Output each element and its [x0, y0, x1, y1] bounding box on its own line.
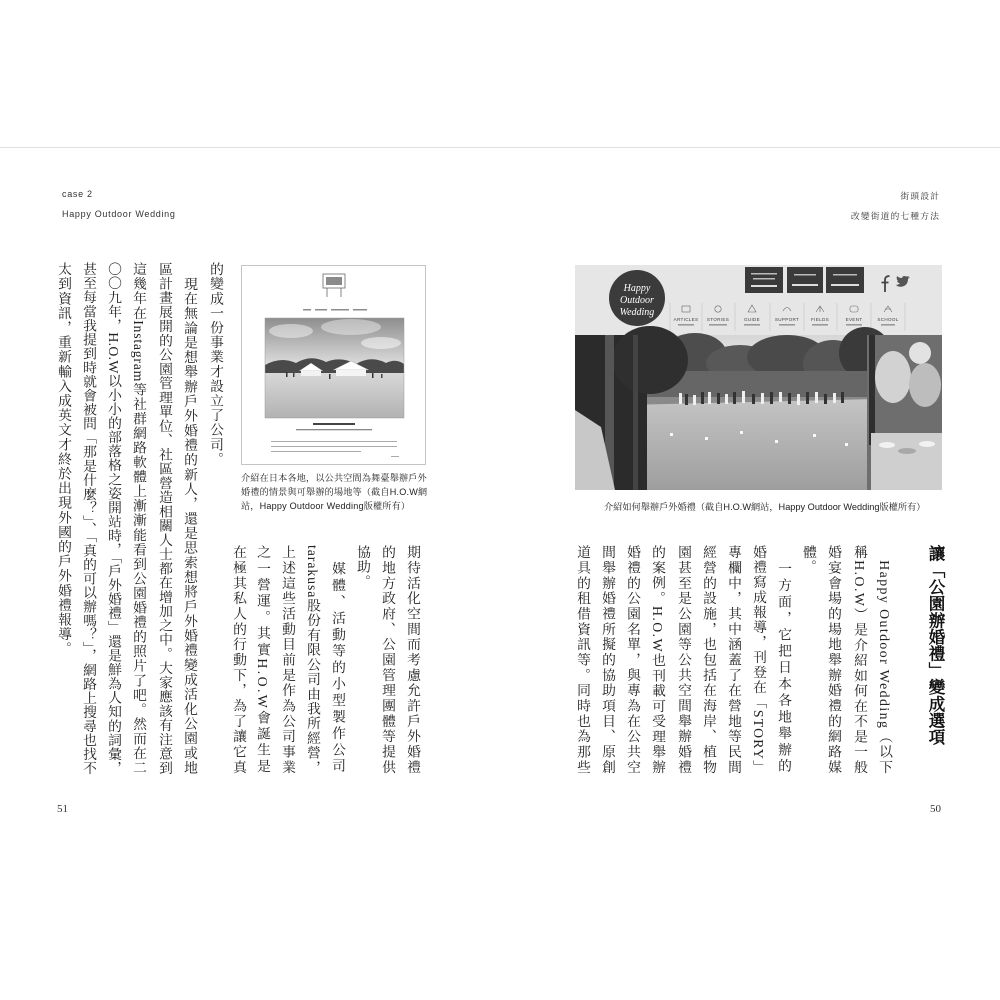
text-column: 道具的租借資訊等。同時也為那些: [575, 545, 590, 775]
park-wedding-photo: [265, 318, 404, 418]
text-column: 間舉辦婚禮所擬的協助項目、原創: [600, 545, 615, 775]
text-column: 的變成一份事業才設立了公司。: [208, 262, 223, 467]
site-logo: [609, 270, 665, 326]
running-head-title: Happy Outdoor Wedding: [62, 209, 176, 219]
text-column: 體。: [801, 545, 816, 575]
text-column: tarakusa股份有限公司由我所經營，: [305, 545, 320, 775]
header-banner: [745, 267, 783, 293]
text-column: 媒體、活動等的小型製作公司: [330, 545, 345, 775]
figure-website-screenshot-right: [575, 265, 942, 490]
header-banner: [826, 267, 864, 293]
text-column: 甚至每當我提到時就會被問「那是什麼？」、「真的可以辦嗎？」，網路上搜尋也找不: [81, 262, 96, 775]
nav-item-school: SCHOOL: [877, 317, 899, 322]
logo-line: Happy: [623, 283, 651, 294]
text-column: 上述這些活動目前是作為公司事業: [280, 545, 295, 775]
logo-line: Wedding: [619, 307, 655, 318]
nav-item-event: EVENT: [845, 317, 863, 322]
nav-item-articles: ARTICLES: [673, 317, 699, 322]
nav-item-guide: GUIDE: [743, 317, 761, 322]
text-column: 區計畫展開的公園管理單位、社區營造相關人士都在增加之中。大家應該有注意到: [157, 262, 172, 775]
text-column: 園甚至是公園等公共空間舉辦婚禮: [676, 545, 691, 775]
screenshot-image: [575, 265, 942, 490]
text-column: 協助。: [355, 545, 370, 589]
outdoor-wedding-photo: [575, 326, 942, 490]
text-column: Happy Outdoor Wedding（以下: [877, 545, 892, 775]
section-heading: 讓「公園辦婚禮」變成選項: [926, 545, 945, 746]
header-banner: [787, 267, 823, 293]
text-column: 婚宴會場的場地舉辦婚禮的網路媒: [826, 545, 841, 775]
figure-website-screenshot-left: [241, 265, 426, 465]
text-column: 現在無論是想舉辦戶外婚禮的新人，還是思索想將戶外婚禮變成活化公園或地: [182, 262, 197, 775]
figure-caption-left: 介紹在日本各地，以公共空間為舞臺舉辦戶外婚禮的情景與可舉辦的場地等（截自H.O.W網站，Happy Outdoor Wedding版權所有）: [241, 473, 428, 511]
text-column: 之一營運。其實H.O.W會誕生是: [255, 545, 270, 775]
text-column: 的案例。H.O.W也刊載可受理舉辦: [650, 545, 665, 775]
spread-top-edge: [0, 147, 1000, 148]
running-head-subtitle: 改變街道的七種方法: [850, 211, 940, 221]
text-column: 婚禮寫成報導，刊登在「STORY」: [751, 545, 766, 775]
text-column: 這幾年在Instagram等社群網路軟體上漸漸能看到公園婚禮的照片了吧。然而在二: [131, 262, 146, 775]
text-column: 稱H.O.W）是介紹如何在不是一般: [852, 545, 867, 775]
text-column: 期待活化空間而考慮允許戶外婚禮: [405, 545, 420, 775]
running-head-section: 街頭設計: [900, 191, 940, 201]
text-column: 經營的設施，也包括在海岸、植物: [701, 545, 716, 775]
text-column: 在極其私人的行動下，為了讓它真: [231, 545, 246, 775]
text-column: 〇〇九年，H.O.W以小小的部落格之姿開站時，「戶外婚禮」還是鮮為人知的詞彙，: [106, 262, 121, 775]
logo-line: Outdoor: [620, 295, 654, 306]
text-column: 太到資訊，重新輸入成英文才終於出現外國的戶外婚禮報導。: [56, 262, 71, 657]
text-column: 的地方政府、公園管理團體等提供: [380, 545, 395, 775]
text-column: 專欄中，其中涵蓋了在營地等民間: [726, 545, 741, 775]
nav-item-stories: STORIES: [706, 317, 730, 322]
text-column: 一方面，它把日本各地舉辦的: [776, 545, 791, 775]
screenshot-image: [241, 265, 426, 465]
running-head-case: case 2: [62, 189, 93, 199]
text-column: 婚禮的公園名單，與專為在公共空: [625, 545, 640, 775]
figure-caption-right: 介紹如何舉辦戶外婚禮（截自H.O.W網站，Happy Outdoor Wedding版權所有）: [604, 502, 926, 512]
page-number-right: 50: [930, 803, 941, 815]
nav-item-fields: FIELDS: [811, 317, 829, 322]
page-number-left: 51: [57, 803, 68, 815]
nav-item-support: SUPPORT: [774, 317, 800, 322]
